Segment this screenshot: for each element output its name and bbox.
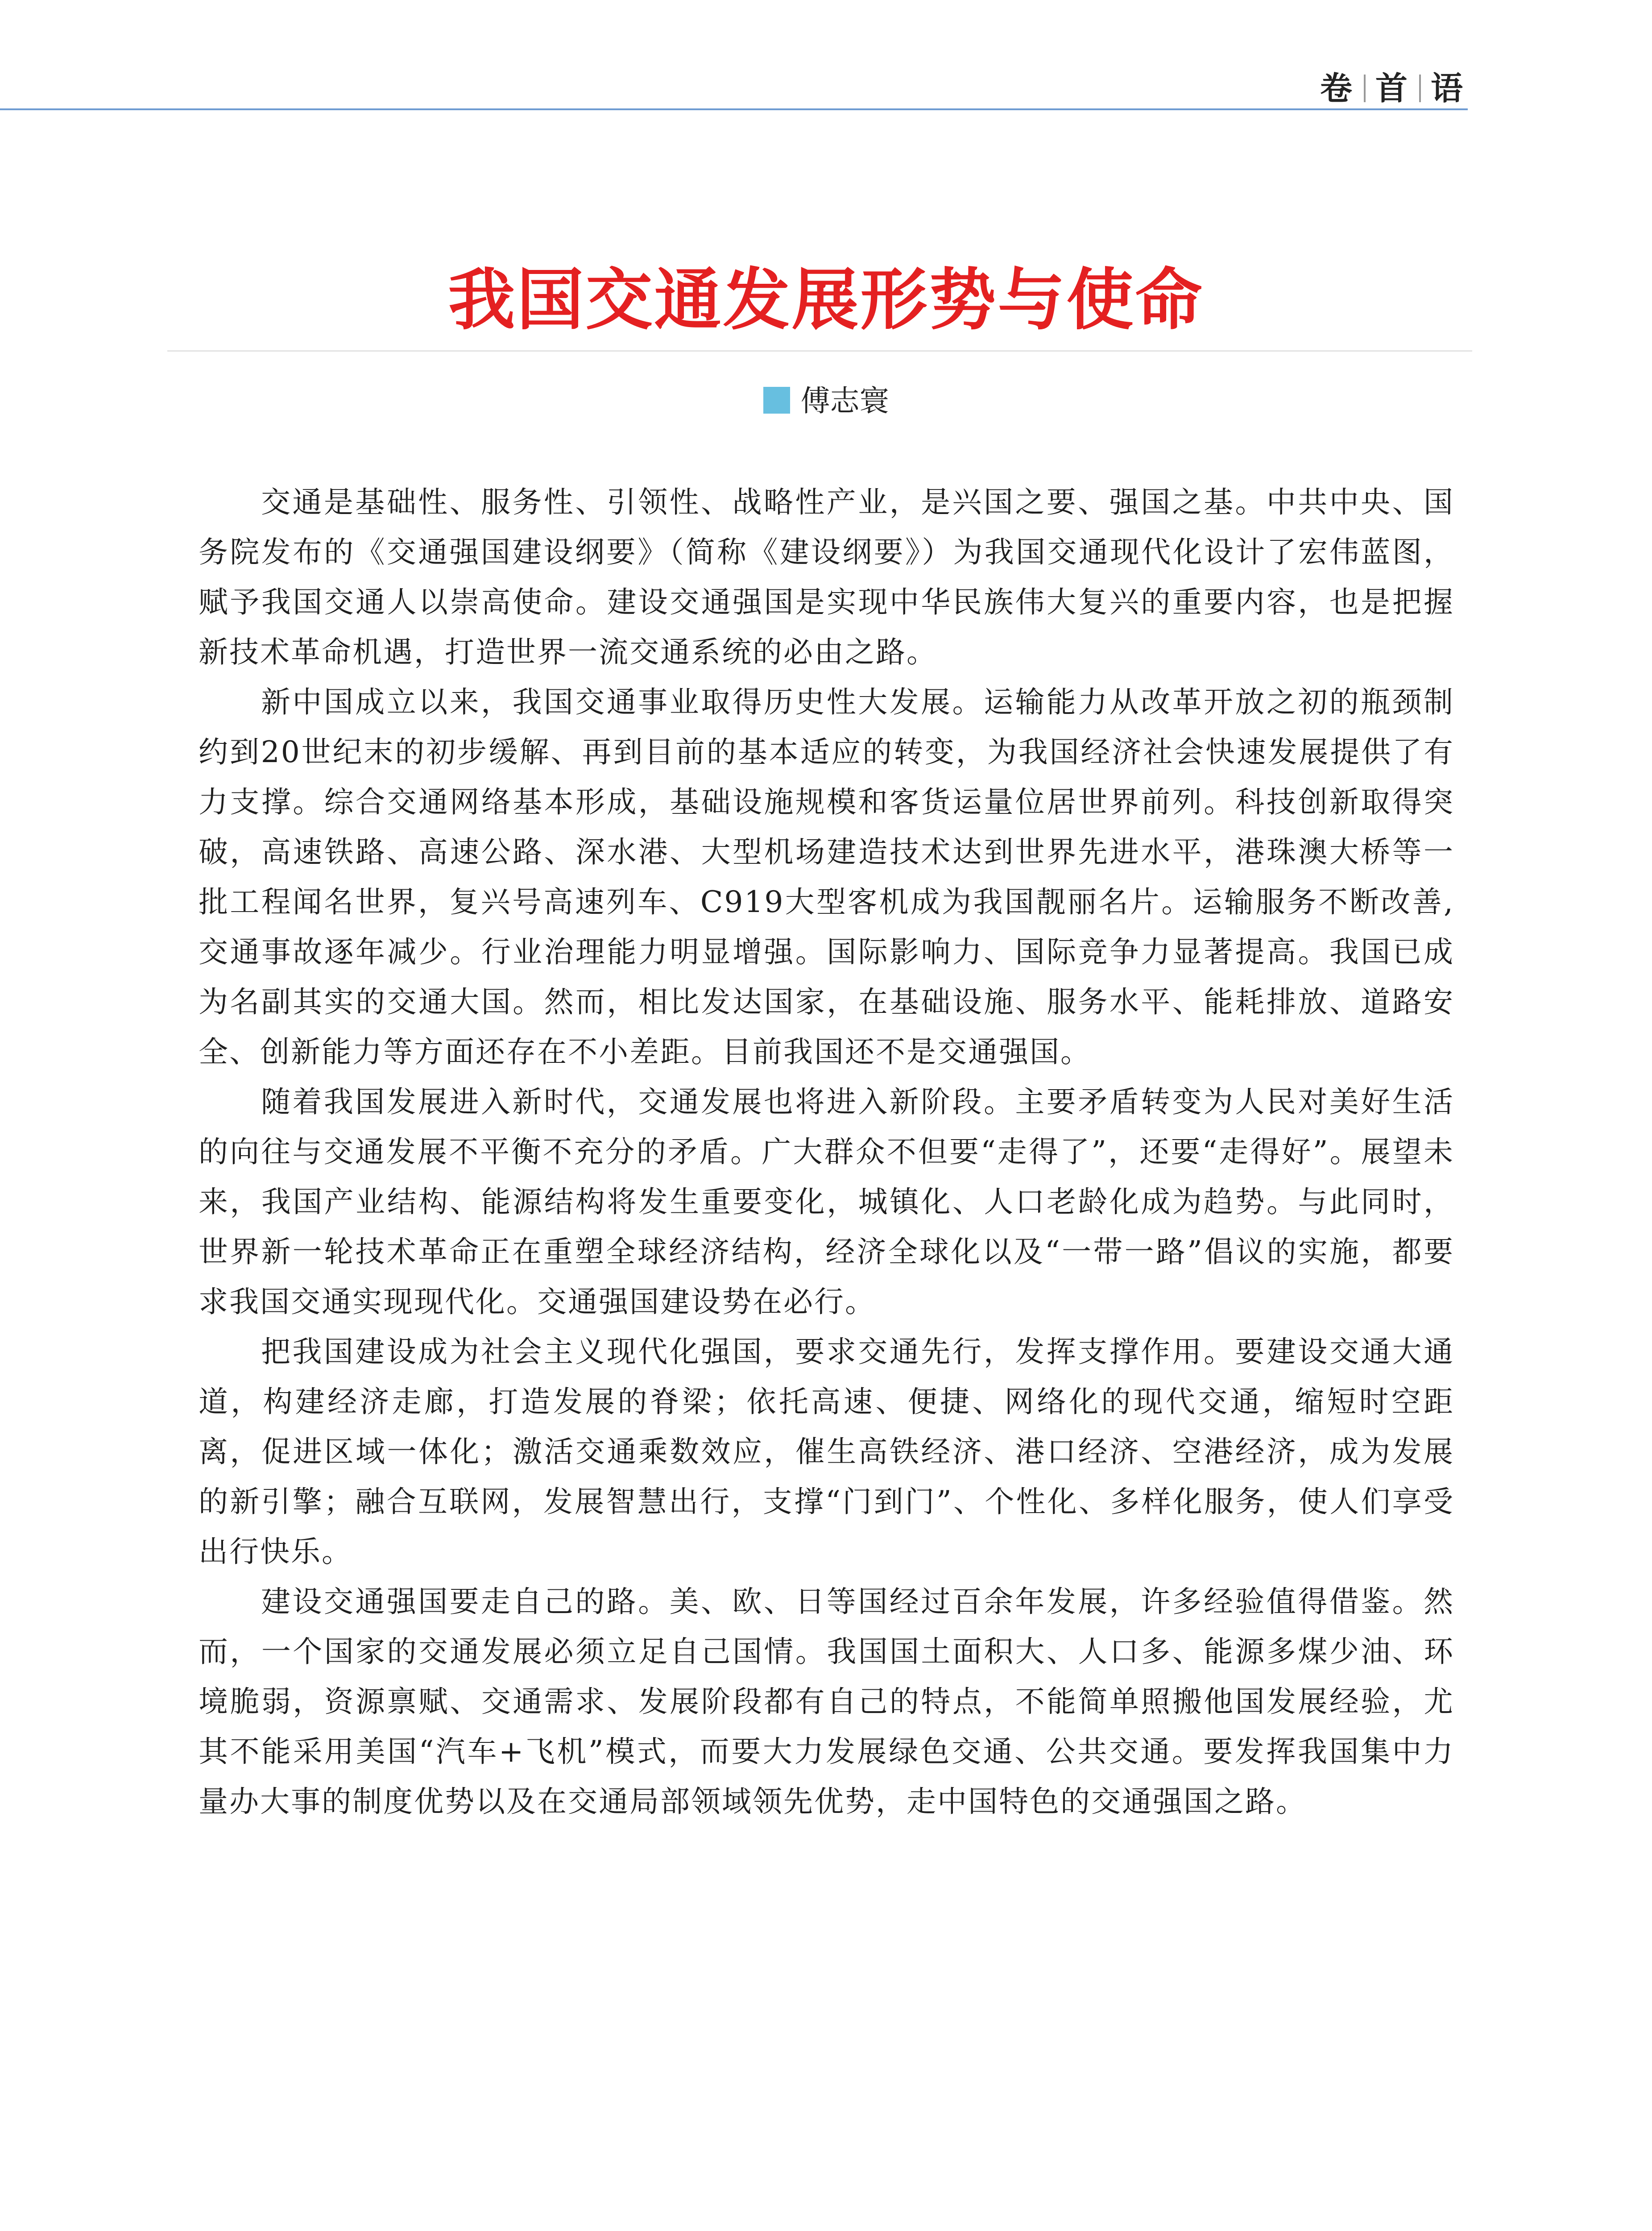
paragraph: 随着我国发展进入新时代，交通发展也将进入新阶段。主要矛盾转变为人民对美好生活的向往与交通发展不平衡不充分的矛盾。广大群众不但要“走得了”，还要“走得好”。展望未来，我国产业结构、能源结构将发生重要变化，城镇化、人口老龄化成为趋势。与此同时，世界新一轮技术革命正在重塑全球经济结构，经济全球化以及“一带一路”倡议的实施，都要求我国交通实现现代化。交通强国建设势在必行。 xyxy=(199,1085,1454,1319)
header-divider xyxy=(0,108,1468,110)
paragraph: 把我国建设成为社会主义现代化强国，要求交通先行，发挥支撑作用。要建设交通大通道，构建经济走廊，打造发展的脊梁；依托高速、便捷、网络化的现代交通，缩短时空距离，促进区域一体化；激活交通乘数效应，催生高铁经济、港口经济、空港经济，成为发展的新引擎；融合互联网，发展智慧出行，支撑“门到门”、个性化、多样化服务，使人们享受出行快乐。 xyxy=(199,1335,1454,1569)
paragraph: 交通是基础性、服务性、引领性、战略性产业，是兴国之要、强国之基。中共中央、国务院发布的《交通强国建设纲要》（简称《建设纲要》）为我国交通现代化设计了宏伟蓝图，赋予我国交通人以崇高使命。建设交通强国是实现中华民族伟大复兴的重要内容，也是把握新技术革命机遇，打造世界一流交通系统的必由之路。 xyxy=(199,485,1454,669)
section-label-char-1: 卷 xyxy=(1320,70,1354,107)
author-name: 傅志寰 xyxy=(800,384,889,418)
author-marker-icon xyxy=(763,387,790,414)
paragraph: 新中国成立以来，我国交通事业取得历史性大发展。运输能力从改革开放之初的瓶颈制约到20世纪末的初步缓解、再到目前的基本适应的转变，为我国经济社会快速发展提供了有力支撑。综合交通网络基本形成，基础设施规模和客货运量位居世界前列。科技创新取得突破，高速铁路、高速公路、深水港、大型机场建造技术达到世界先进水平，港珠澳大桥等一批工程闻名世界，复兴号高速列车、C919大型客机成为我国靓丽名片。运输服务不断改善,交通事故逐年减少。行业治理能力明显增强。国际影响力、国际竞争力显著提高。我国已成为名副其实的交通大国。然而，相比发达国家，在基础设施、服务水平、能耗排放、道路安全、创新能力等方面还存在不小差距。目前我国还不是交通强国。 xyxy=(199,685,1454,1069)
section-label-separator xyxy=(1419,75,1421,102)
title-divider xyxy=(167,350,1472,352)
author-line xyxy=(0,377,1652,419)
article-title: 我国交通发展形势与使命 xyxy=(448,261,1204,339)
section-label-separator xyxy=(1364,75,1366,102)
section-label xyxy=(1320,62,1465,109)
section-label-char-3: 语 xyxy=(1430,70,1465,107)
section-label-char-2: 首 xyxy=(1375,70,1409,107)
paragraph: 建设交通强国要走自己的路。美、欧、日等国经过百余年发展，许多经验值得借鉴。然而，一个国家的交通发展必须立足自己国情。我国国土面积大、人口多、能源多煤少油、环境脆弱，资源禀赋、交通需求、发展阶段都有自己的特点，不能简单照搬他国发展经验，尤其不能采用美国“汽车+飞机”模式，而要大力发展绿色交通、公共交通。要发挥我国集中力量办大事的制度优势以及在交通局部领域领先优势，走中国特色的交通强国之路。 xyxy=(199,1584,1454,1819)
article-body xyxy=(199,477,1454,1827)
page-header xyxy=(0,0,1652,112)
